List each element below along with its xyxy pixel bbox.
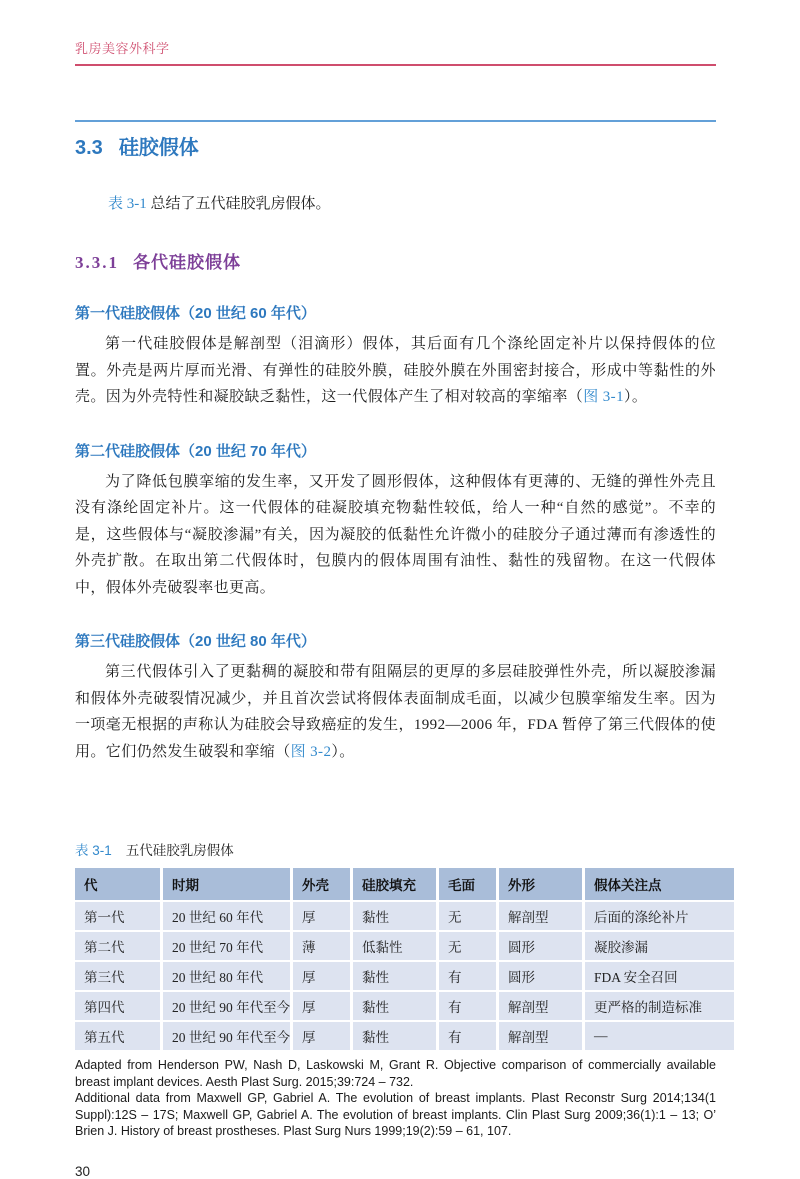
- generation-1-block: [75, 302, 716, 411]
- generation-3-block: [75, 630, 716, 765]
- cell-concern: —: [585, 1022, 734, 1050]
- cell-shell: 厚: [293, 992, 350, 1020]
- section-divider-line: [75, 120, 716, 122]
- section-number: 3.3: [75, 137, 103, 159]
- cell-concern: 后面的涤纶补片: [585, 902, 734, 930]
- cell-period: 20 世纪 60 年代: [163, 902, 290, 930]
- cell-fill: 黏性: [353, 992, 436, 1020]
- subsection-number: 3.3.1: [75, 253, 119, 272]
- table-row: [75, 932, 734, 960]
- cell-generation: 第一代: [75, 902, 160, 930]
- section-heading: [75, 131, 716, 160]
- cell-shape: 圆形: [499, 962, 582, 990]
- table-row: [75, 962, 734, 990]
- column-header-textured: 毛面: [439, 868, 496, 900]
- column-header-generation: 代: [75, 868, 160, 900]
- column-header-period: 时期: [163, 868, 290, 900]
- running-header: [75, 38, 716, 66]
- figure-3-1-reference-link: 图 3-1: [583, 389, 624, 405]
- running-header-title: 乳房美容外科学: [75, 41, 170, 56]
- table-footnotes: [75, 1057, 716, 1140]
- figure-3-2-reference-link: 图 3-2: [290, 743, 332, 760]
- table-caption-number: 表 3-1: [75, 843, 112, 858]
- cell-concern: 凝胶渗漏: [585, 932, 734, 960]
- table-row: [75, 1022, 734, 1050]
- cell-shape: 解剖型: [499, 992, 582, 1020]
- cell-shell: 厚: [293, 1022, 350, 1050]
- generation-2-block: [75, 440, 716, 602]
- footnote-adapted-from: Adapted from Henderson PW, Nash D, Laskowski M, Grant R. Objective comparison of commercially available breast implant devices. Aesth Plast Surg. 2015;39:724 – 732.: [75, 1058, 716, 1089]
- section-title: 硅胶假体: [118, 137, 199, 159]
- column-header-fill: 硅胶填充: [353, 868, 436, 900]
- subsection-title: 各代硅胶假体: [133, 253, 241, 272]
- cell-concern: 更严格的制造标准: [585, 992, 734, 1020]
- generation-2-paragraph: [75, 469, 716, 602]
- table-row: [75, 992, 734, 1020]
- cell-shape: 解剖型: [499, 1022, 582, 1050]
- generation-1-tail-text: ）。: [623, 389, 648, 405]
- generation-2-heading: 第二代硅胶假体（20 世纪 70 年代）: [75, 442, 316, 460]
- intro-paragraph: [75, 191, 716, 217]
- generation-3-body-text: 第三代假体引入了更黏稠的凝胶和带有阻隔层的更厚的多层硅胶弹性外壳，所以凝胶渗漏和假体外壳破裂情况减少，并且首次尝试将假体表面制成毛面，以减少包膜挛缩发生率。因为一项毫无根据的声称认为硅胶会导致癌症的发生，1992—2006 年，FDA 暂停了第三代假体的使用。它们仍然发生破裂和挛缩（: [75, 664, 716, 760]
- cell-period: 20 世纪 90 年代至今: [163, 1022, 290, 1050]
- cell-shell: 厚: [293, 962, 350, 990]
- table-header-row: [75, 868, 734, 900]
- cell-generation: 第五代: [75, 1022, 160, 1050]
- cell-textured: 无: [439, 902, 496, 930]
- cell-period: 20 世纪 70 年代: [163, 932, 290, 960]
- cell-period: 20 世纪 80 年代: [163, 962, 290, 990]
- cell-textured: 有: [439, 992, 496, 1020]
- column-header-shell: 外壳: [293, 868, 350, 900]
- cell-fill: 低黏性: [353, 932, 436, 960]
- cell-textured: 有: [439, 1022, 496, 1050]
- cell-fill: 黏性: [353, 962, 436, 990]
- cell-fill: 黏性: [353, 902, 436, 930]
- table-section: [75, 839, 716, 1140]
- cell-generation: 第四代: [75, 992, 160, 1020]
- table-reference-link: 表 3-1: [108, 196, 147, 212]
- cell-textured: 无: [439, 932, 496, 960]
- generation-1-heading: 第一代硅胶假体（20 世纪 60 年代）: [75, 305, 316, 322]
- implant-generations-table: [72, 866, 737, 1052]
- generation-1-paragraph: [75, 331, 716, 411]
- table-caption: [75, 839, 716, 859]
- cell-shell: 薄: [293, 932, 350, 960]
- cell-period: 20 世纪 90 年代至今: [163, 992, 290, 1020]
- table-row: [75, 902, 734, 930]
- cell-generation: 第二代: [75, 932, 160, 960]
- cell-concern: FDA 安全召回: [585, 962, 734, 990]
- cell-generation: 第三代: [75, 962, 160, 990]
- footnote-additional-data: Additional data from Maxwell GP, Gabriel A. The evolution of breast implants. Plast Reconstr Surg 2014;134(1 Suppl):12S – 17S; Maxwell GP, Gabriel A. The evolution of breast implants. Clin Plast Surg 2009;36(1):1 – 13; O’ Brien J. History of breast prostheses. Plast Surg Nurs 1999;19(2):59 – 61, 107.: [75, 1091, 716, 1138]
- generation-3-tail-text: ）。: [331, 743, 355, 760]
- column-header-concern: 假体关注点: [585, 868, 734, 900]
- generation-2-body-text: 为了降低包膜挛缩的发生率，又开发了圆形假体，这种假体有更薄的、无缝的弹性外壳且没有涤纶固定补片。这一代假体的硅凝胶填充物黏性较低，给人一种“自然的感觉”。不幸的是，这些假体与“凝胶渗漏”有关，因为凝胶的低黏性允许微小的硅胶分子通过薄而有渗透性的外壳扩散。在取出第二代假体时，包膜内的假体周围有油性、黏性的残留物。在这一代假体中，假体外壳破裂率也更高。: [75, 473, 716, 596]
- generation-3-paragraph: [75, 659, 716, 765]
- generation-3-heading: 第三代硅胶假体（20 世纪 80 年代）: [75, 633, 316, 650]
- page-number: 30: [75, 1163, 91, 1179]
- column-header-shape: 外形: [499, 868, 582, 900]
- intro-text: 总结了五代硅胶乳房假体。: [146, 196, 331, 212]
- table-caption-title: 五代硅胶乳房假体: [125, 843, 234, 858]
- cell-fill: 黏性: [353, 1022, 436, 1050]
- generation-1-body-text: 第一代硅胶假体是解剖型（泪滴形）假体，其后面有几个涤纶固定补片以保持假体的位置。外壳是两片厚而光滑、有弹性的硅胶外膜，硅胶外膜在外围密封接合，形成中等黏性的外壳。因为外壳特性和凝胶缺乏黏性，这一代假体产生了相对较高的挛缩率（: [75, 336, 716, 405]
- cell-shell: 厚: [293, 902, 350, 930]
- cell-shape: 解剖型: [499, 902, 582, 930]
- cell-textured: 有: [439, 962, 496, 990]
- subsection-heading: [75, 248, 716, 273]
- cell-shape: 圆形: [499, 932, 582, 960]
